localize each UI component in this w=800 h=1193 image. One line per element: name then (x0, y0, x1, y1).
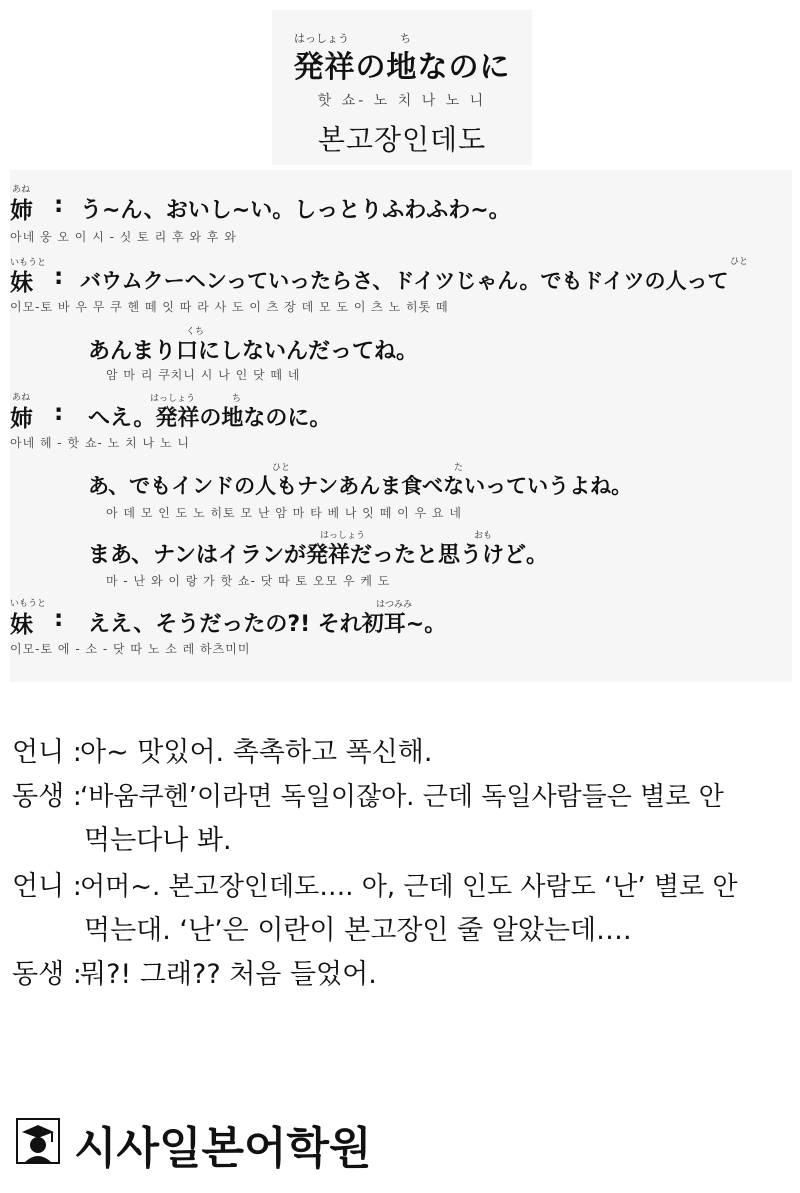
translation-continuation: 먹는다나 봐. (84, 825, 232, 856)
translation-text: 어머~. 본고장인데도…. 아, 근데 인도 사람도 ‘난’ 별로 안 (80, 872, 738, 902)
dialogue-reading: 마 - 난 와 이 랑 가 핫 쇼- 닷 따 토 오모 우 케 도 (106, 574, 391, 588)
title-block (272, 10, 532, 165)
word-furigana: くち (186, 327, 205, 337)
speaker-furigana: いもうと (10, 599, 47, 609)
dialogue-block (10, 170, 792, 682)
speaker-furigana: いもうと (10, 258, 47, 268)
translation-continuation: 먹는대. ‘난’은 이란이 본고장인 줄 알았는데…. (84, 915, 632, 946)
translation-speaker: 언니 : (12, 737, 82, 768)
translation-text: 아~ 맛있어. 촉촉하고 폭신해. (80, 737, 433, 768)
dialogue-text: バウムクーヘンっていったらさ、ドイツじゃん。でもドイツの人って (80, 269, 729, 293)
translation-text: ‘바움쿠헨’이라면 독일이잖아. 근데 독일사람들은 별로 안 (80, 782, 724, 812)
dialogue-reading: 아네 헤 - 핫 쇼- 노 치 나 노 니 (10, 436, 190, 450)
speaker-colon: : (54, 606, 64, 632)
translation-speaker: 동생 : (12, 959, 82, 990)
dialogue-text: まあ、ナンはイランが発祥だったと思うけど。 (88, 543, 549, 568)
dialogue-reading: 이모-토 바 우 무 쿠 헨 떼 잇 따 라 사 도 이 츠 장 데 모 도 이 츠 노 히톳 떼 (10, 300, 449, 314)
translation-speaker: 언니 : (12, 871, 82, 902)
dialogue-text: あんまり口にしないんだってね。 (88, 339, 419, 364)
word-furigana: ち (232, 394, 242, 404)
word-furigana: はつみみ (376, 600, 413, 610)
dialogue-reading: 아네 웅 오 이 시 - 싯 토 리 후 와 후 와 (10, 230, 237, 244)
word-furigana: ひと (272, 463, 291, 473)
word-furigana: はっしょう (320, 531, 366, 541)
graduate-icon (16, 1118, 60, 1164)
speaker-colon: : (54, 400, 64, 426)
speaker-colon: : (54, 192, 64, 218)
title-korean: 본고장인데도 (317, 123, 487, 156)
dialogue-text: あ、でもインドの人もナンあんま食べないっていうよね。 (88, 474, 633, 498)
title-reading-ko: 핫 쇼- 노 치 나 노 니 (317, 93, 487, 109)
dialogue-reading: 이모-토 에 - 소 - 닷 따 노 소 레 하츠미미 (10, 642, 251, 656)
word-furigana: た (454, 463, 464, 473)
speaker-furigana: あね (12, 185, 31, 195)
translation-speaker: 동생 : (12, 781, 82, 812)
speaker-label: 姉 (10, 406, 33, 432)
translation-line (12, 864, 738, 903)
title-furigana-1: はっしょう (294, 32, 349, 45)
academy-name: 시사일본어학원 (74, 1123, 372, 1174)
speaker-label: 姉 (10, 198, 33, 224)
speaker-furigana: あね (12, 393, 31, 403)
word-furigana: おも (474, 531, 493, 541)
translation-line (12, 774, 724, 813)
speaker-label: 妹 (10, 612, 33, 638)
dialogue-text: ええ、そうだったの?! それ初耳~。 (88, 612, 447, 637)
dialogue-reading: 암 마 리 쿠치니 시 나 인 닷 떼 네 (106, 368, 301, 382)
translation-text: 뭐?! 그래?? 처음 들었어. (80, 959, 377, 990)
word-furigana: はっしょう (150, 394, 196, 404)
translation-line (12, 952, 377, 991)
translation-line (12, 730, 432, 769)
speaker-label: 妹 (10, 270, 33, 296)
speaker-colon: : (54, 264, 64, 290)
word-furigana: ひと (730, 257, 749, 267)
dialogue-reading: 아 데 모 인 도 노 히토 모 난 암 마 타 베 나 잇 떼 이 우 요 네 (106, 506, 462, 520)
dialogue-text: へえ。発祥の地なのに。 (88, 406, 332, 431)
dialogue-text: う~ん、おいし~い。しっとりふわふわ~。 (80, 198, 511, 223)
title-japanese: 発祥の地なのに (293, 50, 511, 85)
title-furigana-2: ち (400, 32, 411, 45)
